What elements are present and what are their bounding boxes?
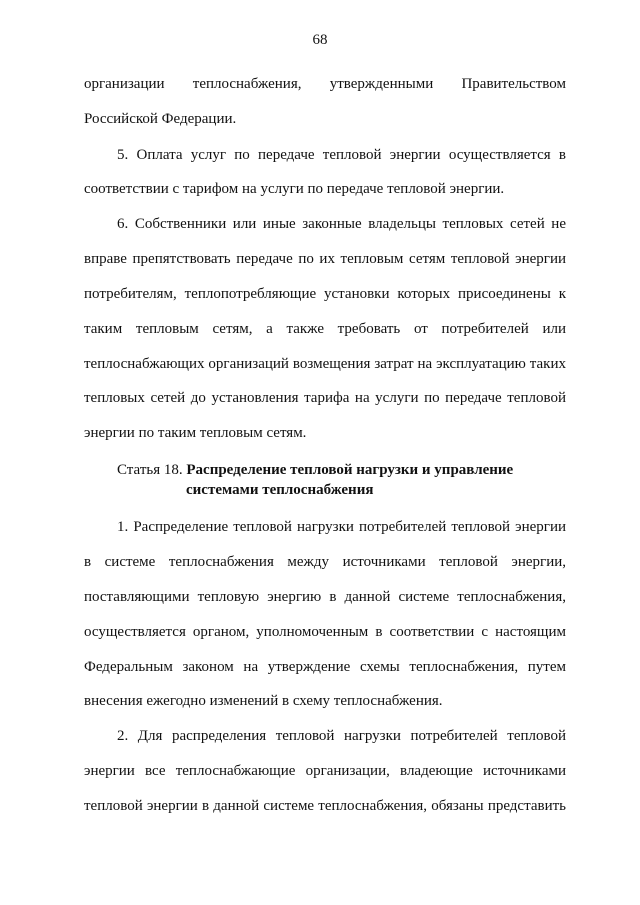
text-line: поставляющими тепловую энергию в данной системе теплоснабжения,	[84, 589, 566, 605]
text-line: энергии по таким тепловым сетям.	[84, 425, 307, 441]
article-title-continuation: системами теплоснабжения	[186, 482, 374, 498]
text-line: тепловых сетей до установления тарифа на услуги по передаче тепловой	[84, 390, 566, 406]
text-line: таким тепловым сетям, а также требовать от потребителей или	[84, 321, 566, 337]
text-line: соответствии с тарифом на услуги по передаче тепловой энергии.	[84, 181, 505, 197]
text-line: осуществляется органом, уполномоченным в соответствии с настоящим	[84, 624, 566, 640]
text-line: Российской Федерации.	[84, 111, 237, 127]
text-line: 5. Оплата услуг по передаче тепловой энергии осуществляется в	[117, 147, 566, 163]
text-line: тепловой энергии в данной системе теплоснабжения, обязаны представить	[84, 798, 566, 814]
article-title: Распределение тепловой нагрузки и управление	[186, 462, 514, 478]
page-number: 68	[312, 32, 328, 48]
text-line: энергии все теплоснабжающие организации, владеющие источниками	[84, 763, 566, 779]
text-line: 1. Распределение тепловой нагрузки потребителей тепловой энергии	[117, 519, 566, 535]
article-heading	[117, 461, 513, 479]
text-line: 2. Для распределения тепловой нагрузки потребителей тепловой	[117, 728, 566, 744]
text-line: потребителям, теплопотребляющие установки которых присоединены к	[84, 286, 566, 302]
text-line: организации теплоснабжения, утвержденными Правительством	[84, 76, 566, 92]
text-line: внесения ежегодно изменений в схему теплоснабжения.	[84, 693, 443, 709]
text-line: теплоснабжающих организаций возмещения затрат на эксплуатацию таких	[84, 356, 566, 372]
text-line: вправе препятствовать передаче по их тепловым сетям тепловой энергии	[84, 251, 566, 267]
text-line: Федеральным законом на утверждение схемы теплоснабжения, путем	[84, 659, 566, 675]
article-label: Статья 18.	[117, 462, 183, 478]
text-line: 6. Собственники или иные законные владельцы тепловых сетей не	[117, 216, 566, 232]
text-line: в системе теплоснабжения между источниками тепловой энергии,	[84, 554, 566, 570]
